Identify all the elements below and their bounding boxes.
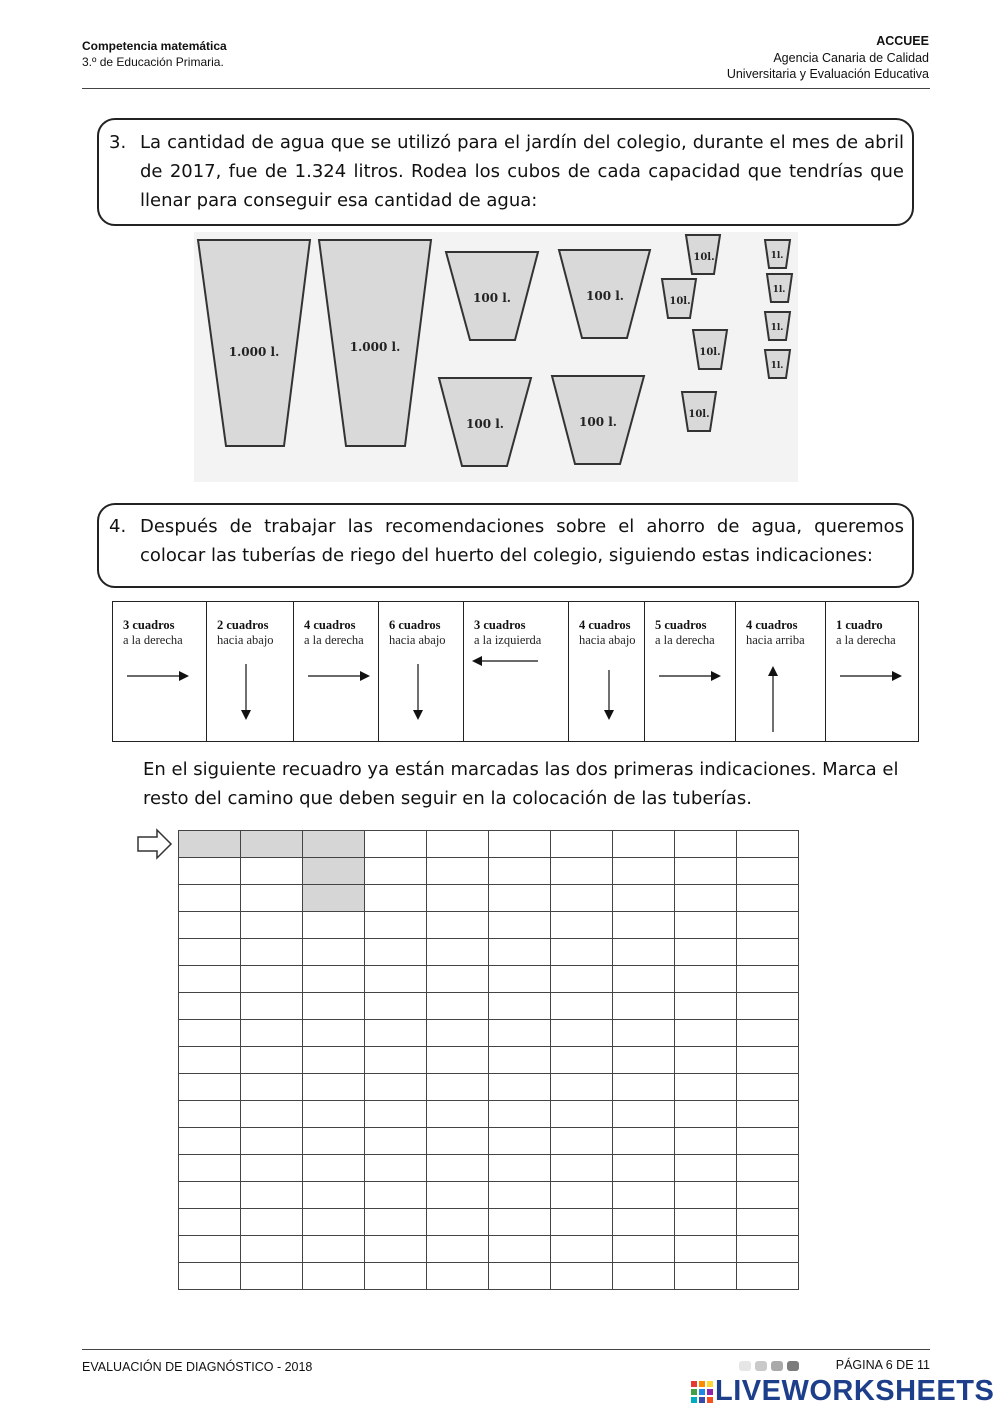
pipe-grid [178,830,799,1290]
grid-cell[interactable] [551,1263,613,1290]
grid-cell[interactable] [737,858,799,885]
grid-instructions: En el siguiente recuadro ya están marcadas las dos primeras indicaciones. Marca el resto del camino que deben seguir en la colocación de las tuberías. [143,759,899,809]
grid-cell[interactable] [489,1155,551,1182]
direction-count: 2 cuadros [217,618,269,632]
header-left [82,38,227,70]
grid-cell[interactable] [675,1128,737,1155]
grid-cell[interactable] [179,1047,241,1074]
direction-label: a la derecha [836,633,896,647]
direction-label: a la izquierda [474,633,542,647]
grid-cell[interactable] [737,939,799,966]
grid-cell[interactable] [737,1047,799,1074]
grid-cell[interactable] [675,939,737,966]
arrow-down-icon [603,670,615,720]
grid-cell[interactable] [737,831,799,858]
direction-count: 1 cuadro [836,618,883,632]
grid-cell[interactable] [489,966,551,993]
grid-cell[interactable] [427,1074,489,1101]
grid-cell[interactable] [241,1128,303,1155]
org-name-line2: Universitaria y Evaluación Educativa [726,67,929,81]
direction-count: 6 cuadros [389,618,441,632]
grid-cell[interactable] [551,1182,613,1209]
bucket-100-a[interactable] [446,252,538,340]
bucket-1000-b[interactable] [319,240,431,446]
grid-cell[interactable] [551,993,613,1020]
grid-cell[interactable] [737,885,799,912]
bucket-100-b[interactable] [559,250,650,338]
grid-cell[interactable] [551,885,613,912]
grid-cell[interactable] [303,1101,365,1128]
grid-cell[interactable] [675,1263,737,1290]
grid-cell[interactable] [551,1128,613,1155]
grid-cell[interactable] [179,1236,241,1263]
grid-cell[interactable] [427,939,489,966]
bucket-1000-a[interactable] [198,240,310,446]
grid-cell[interactable] [179,831,241,858]
bucket-10-a[interactable] [686,235,720,274]
grid-row [179,1182,799,1209]
grid-cell[interactable] [179,912,241,939]
bucket-100-d[interactable] [552,376,644,464]
direction-count: 3 cuadros [474,618,526,632]
direction-label: hacia abajo [579,633,636,647]
grid-cell[interactable] [613,1236,675,1263]
grid-cell[interactable] [737,1182,799,1209]
footer-divider [82,1349,930,1350]
direction-count: 4 cuadros [746,618,798,632]
question-3-text [109,128,904,215]
grid-cell[interactable] [303,1263,365,1290]
grid-cell[interactable] [737,1263,799,1290]
direction-cell [294,602,379,742]
liveworksheets-logo-text: LIVEWORKSHEETS [715,1375,995,1407]
bucket-100-a-label: 100 l. [473,291,511,305]
grid-cell[interactable] [551,966,613,993]
grid-cell[interactable] [427,1209,489,1236]
grid-cell[interactable] [675,1209,737,1236]
bucket-10-d-label: 10l. [688,409,710,420]
grid-cell[interactable] [365,885,427,912]
grid-row [179,1209,799,1236]
grid-cell[interactable] [675,858,737,885]
bucket-1-d-label: 1l. [770,361,784,371]
direction-count: 4 cuadros [304,618,356,632]
grid-cell[interactable] [179,1209,241,1236]
grid-cell[interactable] [551,1209,613,1236]
grid-cell[interactable] [179,885,241,912]
bucket-10-b-label: 10l. [669,296,691,307]
direction-label: a la derecha [655,633,715,647]
grid-row [179,1047,799,1074]
grid-cell[interactable] [179,1020,241,1047]
grid-cell[interactable] [365,1047,427,1074]
grid-cell[interactable] [365,993,427,1020]
grid-cell[interactable] [241,939,303,966]
grid-cell[interactable] [613,1209,675,1236]
grid-cell[interactable] [303,1236,365,1263]
bucket-1-c[interactable] [765,312,790,340]
grid-cell[interactable] [737,1236,799,1263]
grid-cell[interactable] [303,912,365,939]
grid-cell[interactable] [613,993,675,1020]
grid-cell[interactable] [179,993,241,1020]
grid-cell[interactable] [489,1047,551,1074]
grid-cell[interactable] [675,1047,737,1074]
grid-cell[interactable] [613,912,675,939]
direction-cell [826,602,919,742]
grid-cell[interactable] [613,831,675,858]
direction-count: 5 cuadros [655,618,707,632]
arrow-right-icon [127,670,189,682]
grid-cell[interactable] [427,1047,489,1074]
grid-row [179,1128,799,1155]
grid-cell[interactable] [737,1020,799,1047]
bucket-1000-b-label: 1.000 l. [349,340,401,354]
direction-label: hacia arriba [746,633,805,647]
bucket-1-b-label: 1l. [772,285,786,295]
grid-cell[interactable] [365,912,427,939]
grid-cell[interactable] [551,1020,613,1047]
grid-cell[interactable] [303,1182,365,1209]
arrow-right-icon [308,670,370,682]
grid-cell[interactable] [675,1155,737,1182]
header-right [727,33,929,83]
bucket-1000-a-label: 1.000 l. [228,345,280,359]
arrow-up-icon [767,666,779,732]
grid-cell[interactable] [241,1182,303,1209]
grid-cell[interactable] [489,1209,551,1236]
grid-cell[interactable] [365,1182,427,1209]
bucket-100-d-label: 100 l. [579,415,617,429]
page-number: PÁGINA 6 DE 11 [835,1358,930,1372]
grid-cell[interactable] [613,1263,675,1290]
grid-cell[interactable] [303,831,365,858]
grid-cell[interactable] [551,939,613,966]
grid-cell[interactable] [241,1020,303,1047]
grid-cell[interactable] [737,1074,799,1101]
grid-cell[interactable] [675,885,737,912]
org-short-name: ACCUEE [876,34,929,48]
grid-cell[interactable] [427,885,489,912]
grid-cell[interactable] [489,1101,551,1128]
grid-cell[interactable] [365,1074,427,1101]
grid-cell[interactable] [179,1128,241,1155]
grid-cell[interactable] [551,1074,613,1101]
grid-cell[interactable] [303,966,365,993]
grid-cell[interactable] [365,831,427,858]
start-arrow-icon [137,828,173,860]
grid-cell[interactable] [365,1155,427,1182]
bucket-1-d[interactable] [765,350,790,378]
bucket-100-b-label: 100 l. [586,289,624,303]
grid-cell[interactable] [551,1047,613,1074]
grid-cell[interactable] [551,1236,613,1263]
grid-cell[interactable] [427,912,489,939]
grid-row [179,939,799,966]
grid-cell[interactable] [737,1155,799,1182]
grid-cell[interactable] [241,912,303,939]
question-3-box [97,118,914,226]
grid-cell[interactable] [737,966,799,993]
grid-cell[interactable] [241,966,303,993]
grid-cell[interactable] [241,1155,303,1182]
grid-cell[interactable] [737,912,799,939]
grid-cell[interactable] [489,831,551,858]
grid-cell[interactable] [613,885,675,912]
grid-cell[interactable] [365,1209,427,1236]
buckets-image [194,232,798,482]
bucket-1-b[interactable] [767,274,792,302]
grid-cell[interactable] [427,1101,489,1128]
grid-row [179,966,799,993]
grid-cell[interactable] [613,1182,675,1209]
grid-cell[interactable] [551,831,613,858]
grid-cell[interactable] [489,912,551,939]
grid-cell[interactable] [303,1020,365,1047]
grid-row [179,885,799,912]
grid-cell[interactable] [613,939,675,966]
grid-row [179,831,799,858]
grid-cell[interactable] [241,831,303,858]
grid-cell[interactable] [241,1263,303,1290]
question-4-number: 4. [109,516,127,537]
grid-cell[interactable] [613,858,675,885]
grid-row [179,1236,799,1263]
question-4-body: Después de trabajar las recomendaciones sobre el ahorro de agua, queremos colocar las tuberías de riego del huerto del colegio, siguiendo estas indicaciones: [140,516,904,566]
direction-count: 3 cuadros [123,618,175,632]
grid-cell[interactable] [303,858,365,885]
header-divider [82,88,930,89]
liveworksheets-logo[interactable] [691,1375,994,1408]
grid-cell[interactable] [303,1209,365,1236]
grid-cell[interactable] [427,1263,489,1290]
directions-row [113,602,919,742]
grid-cell[interactable] [613,1155,675,1182]
grid-cell[interactable] [675,1236,737,1263]
grid-cell[interactable] [675,1020,737,1047]
grid-cell[interactable] [613,1074,675,1101]
grid-cell[interactable] [365,1128,427,1155]
direction-label: a la derecha [123,633,183,647]
direction-label: hacia abajo [389,633,446,647]
arrow-down-icon [240,664,252,720]
grid-cell[interactable] [489,1020,551,1047]
bucket-1-c-label: 1l. [770,323,784,333]
grid-row [179,1020,799,1047]
grid-cell[interactable] [241,1209,303,1236]
question-4-text [109,512,904,570]
grid-cell[interactable] [241,1236,303,1263]
grid-cell[interactable] [675,966,737,993]
grid-cell[interactable] [613,1101,675,1128]
grid-cell[interactable] [613,1128,675,1155]
arrow-right-icon [659,670,721,682]
grid-row [179,993,799,1020]
grid-cell[interactable] [365,939,427,966]
bucket-100-c-label: 100 l. [466,417,504,431]
grid-row [179,1155,799,1182]
grid-row [179,912,799,939]
grid-cell[interactable] [489,1236,551,1263]
grid-row [179,858,799,885]
grid-cell[interactable] [551,1101,613,1128]
grid-row [179,1074,799,1101]
grid-cell[interactable] [179,1155,241,1182]
bucket-1-a-label: 1l. [770,251,784,261]
grid-cell[interactable] [675,1074,737,1101]
direction-cell [645,602,736,742]
grid-cell[interactable] [613,1047,675,1074]
grid-cell[interactable] [241,1047,303,1074]
grid-row [179,1263,799,1290]
footer-exam-title: EVALUACIÓN DE DIAGNÓSTICO - 2018 [82,1360,313,1374]
loading-dots-icon [739,1361,801,1371]
grid-cell[interactable] [489,939,551,966]
grid-cell[interactable] [737,993,799,1020]
grid-cell[interactable] [551,912,613,939]
bucket-1-a[interactable] [765,240,790,268]
grid-cell[interactable] [613,966,675,993]
bucket-10-d[interactable] [682,392,716,431]
direction-cell [379,602,464,742]
arrow-down-icon [412,664,424,720]
grid-cell[interactable] [179,1182,241,1209]
org-name-line1: Agencia Canaria de Calidad [773,50,929,65]
liveworksheets-logo-icon [691,1381,713,1403]
grid-cell[interactable] [675,912,737,939]
grid-cell[interactable] [489,1182,551,1209]
grid-cell[interactable] [179,858,241,885]
grid-cell[interactable] [365,966,427,993]
bucket-10-c[interactable] [693,330,727,369]
grid-cell[interactable] [241,1101,303,1128]
direction-cell [736,602,826,742]
grid-cell[interactable] [241,1074,303,1101]
subject-title: Competencia matemática [82,39,227,53]
grid-cell[interactable] [613,1020,675,1047]
grid-cell[interactable] [427,831,489,858]
grid-cell[interactable] [675,993,737,1020]
arrow-right-icon [840,670,902,682]
direction-cell [113,602,207,742]
question-3-number: 3. [109,132,127,153]
grid-cell[interactable] [551,858,613,885]
grid-cell[interactable] [303,1155,365,1182]
grid-cell[interactable] [675,1101,737,1128]
grid-cell[interactable] [303,1074,365,1101]
direction-cell [207,602,294,742]
grid-cell[interactable] [427,993,489,1020]
grid-cell[interactable] [303,1128,365,1155]
bucket-10-a-label: 10l. [693,252,715,263]
grid-cell[interactable] [675,831,737,858]
grid-cell[interactable] [427,1236,489,1263]
grid-cell[interactable] [489,858,551,885]
grid-cell[interactable] [303,993,365,1020]
grid-cell[interactable] [365,1263,427,1290]
grid-cell[interactable] [303,939,365,966]
arrow-left-icon [472,655,538,667]
bucket-10-b[interactable] [662,279,696,318]
grid-cell[interactable] [427,1020,489,1047]
direction-label: a la derecha [304,633,364,647]
grid-cell[interactable] [489,993,551,1020]
direction-label: hacia abajo [217,633,274,647]
grid-row [179,1101,799,1128]
grid-cell[interactable] [303,885,365,912]
grid-cell[interactable] [427,1128,489,1155]
grid-cell[interactable] [489,1074,551,1101]
grid-cell[interactable] [737,1128,799,1155]
grid-cell[interactable] [241,858,303,885]
grid-cell[interactable] [241,993,303,1020]
grid-cell[interactable] [365,1101,427,1128]
question-3-body: La cantidad de agua que se utilizó para el jardín del colegio, durante el mes de abril de 2017, fue de 1.324 litros. Rodea los cubos de cada capacidad que tendrías que llenar para conseguir esa cantidad de agua: [140,132,904,211]
grid-cell[interactable] [737,1209,799,1236]
grid-cell[interactable] [427,1182,489,1209]
grid-cell[interactable] [489,1263,551,1290]
direction-count: 4 cuadros [579,618,631,632]
grid-cell[interactable] [241,885,303,912]
bucket-10-c-label: 10l. [699,347,721,358]
grid-cell[interactable] [427,1155,489,1182]
direction-cell [569,602,645,742]
grid-cell[interactable] [365,1236,427,1263]
grid-cell[interactable] [179,1074,241,1101]
directions-table [112,601,919,742]
grid-cell[interactable] [427,966,489,993]
grid-cell[interactable] [675,1182,737,1209]
grid-cell[interactable] [179,966,241,993]
grid-cell[interactable] [489,1128,551,1155]
bucket-100-c[interactable] [439,378,531,466]
question-4-box [97,503,914,588]
grid-cell[interactable] [551,1155,613,1182]
grid-cell[interactable] [179,1101,241,1128]
grid-cell[interactable] [365,1020,427,1047]
grade-label: 3.º de Educación Primaria. [82,55,224,69]
direction-cell [464,602,569,742]
grid-cell[interactable] [427,858,489,885]
grid-cell[interactable] [303,1047,365,1074]
grid-cell[interactable] [489,885,551,912]
grid-cell[interactable] [737,1101,799,1128]
grid-cell[interactable] [365,858,427,885]
grid-cell[interactable] [179,1263,241,1290]
grid-cell[interactable] [179,939,241,966]
